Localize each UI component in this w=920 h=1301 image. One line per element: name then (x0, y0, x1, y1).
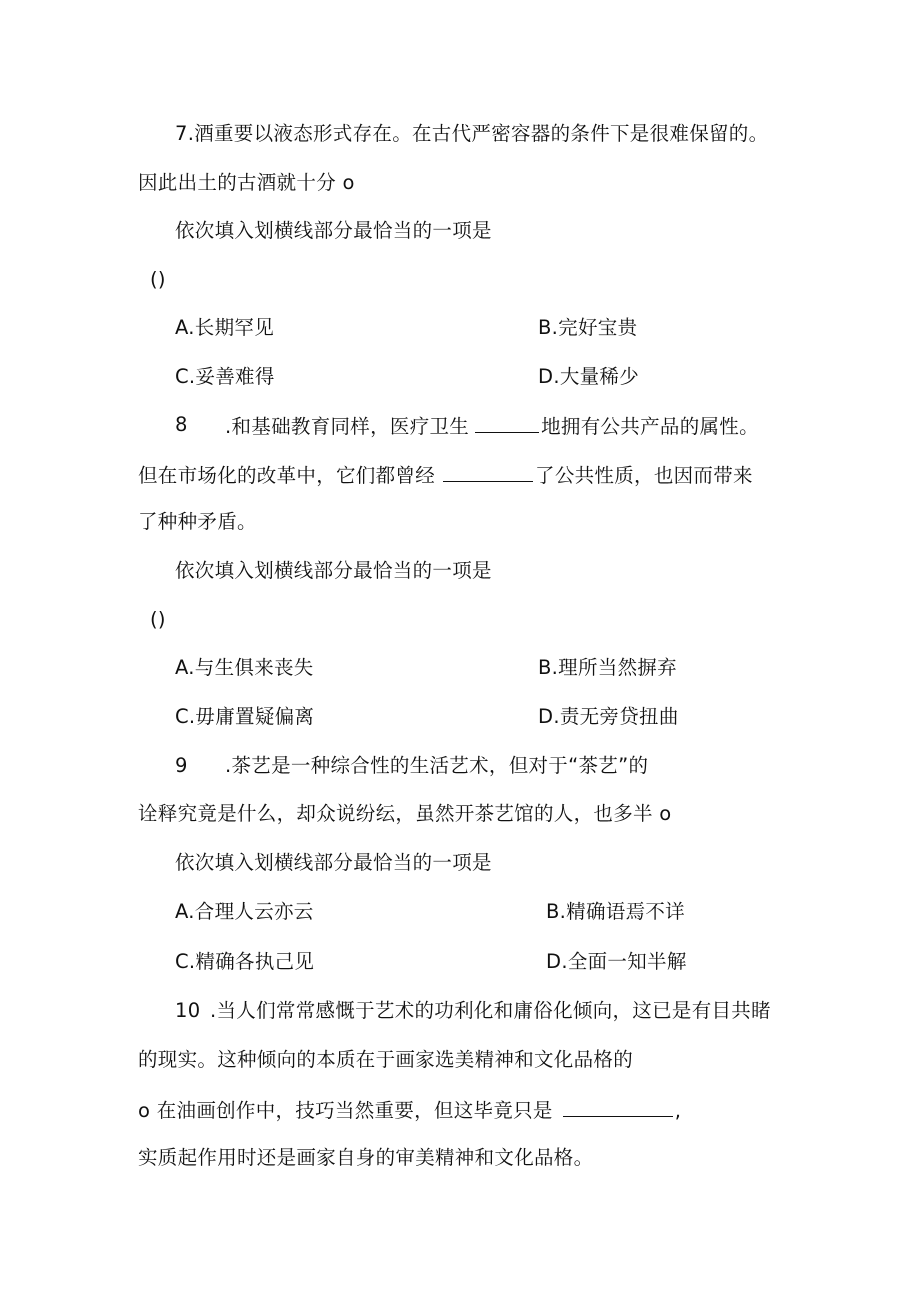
q9-option-c[interactable]: C.精确各执己见 (175, 950, 315, 973)
q9-number: 9 (175, 754, 188, 777)
q8-option-d[interactable]: D.责无旁贷扭曲 (538, 705, 679, 728)
q8-line-1-part-b: 地拥有公共产品的属性。 (541, 415, 759, 438)
q8-line-1-part-a: .和基础教育同样，医疗卫生 (225, 415, 470, 438)
q9-option-b[interactable]: B.精确语焉不详 (546, 900, 685, 923)
q8-blank-2[interactable] (443, 461, 533, 482)
q9-line-2: 诠释究竟是什么，却众说纷纭，虽然开茶艺馆的人，也多半 o (138, 802, 672, 825)
q10-blank[interactable] (563, 1096, 673, 1117)
q10-line-3-part-a: o 在油画创作中，技巧当然重要，但这毕竟只是 (138, 1099, 553, 1122)
q9-line-1: .茶艺是一种综合性的生活艺术，但对于“茶艺”的 (225, 754, 649, 777)
q7-answer-paren: () (150, 268, 166, 291)
q7-line-1: 7.酒重要以液态形式存在。在古代严密容器的条件下是很难保留的。 (175, 122, 769, 145)
q9-option-a[interactable]: A.合理人云亦云 (175, 900, 314, 923)
q9-option-d[interactable]: D.全面一知半解 (546, 950, 687, 973)
q7-instruction: 依次填入划横线部分最恰当的一项是 (175, 219, 492, 242)
q8-option-a[interactable]: A.与生俱来丧失 (175, 656, 314, 679)
q10-line-3 (138, 1096, 681, 1124)
q8-option-c[interactable]: C.毋庸置疑偏离 (175, 705, 315, 728)
q8-line-2 (138, 461, 753, 489)
q9-instruction: 依次填入划横线部分最恰当的一项是 (175, 851, 492, 874)
q10-line-4: 实质起作用时还是画家自身的审美精神和文化品格。 (138, 1146, 594, 1169)
q8-line-3: 了种种矛盾。 (138, 510, 257, 533)
q8-line-2-part-a: 但在市场化的改革中，它们都曾经 (138, 464, 436, 487)
q8-line-1 (225, 412, 759, 440)
q8-option-b[interactable]: B.理所当然摒弃 (538, 656, 677, 679)
q10-line-2: 的现实。这种倾向的本质在于画家选美精神和文化品格的 (138, 1048, 634, 1071)
q8-instruction: 依次填入划横线部分最恰当的一项是 (175, 559, 492, 582)
q7-line-2: 因此出土的古酒就十分 o (138, 171, 355, 194)
q8-number: 8 (175, 413, 188, 436)
q10-line-3-part-b: , (674, 1099, 682, 1122)
q8-line-2-part-b: 了公共性质，也因而带来 (535, 464, 753, 487)
q7-option-a[interactable]: A.长期罕见 (175, 316, 274, 339)
q7-option-b[interactable]: B.完好宝贵 (538, 316, 638, 339)
q7-option-c[interactable]: C.妥善难得 (175, 365, 275, 388)
q10-number: 10 (175, 999, 201, 1022)
q8-answer-paren: () (150, 608, 166, 631)
q10-line-1: .当人们常常感慨于艺术的功利化和庸俗化倾向，这已是有目共睹 (210, 999, 771, 1022)
q7-option-d[interactable]: D.大量稀少 (538, 365, 640, 388)
q8-blank-1[interactable] (475, 412, 539, 433)
